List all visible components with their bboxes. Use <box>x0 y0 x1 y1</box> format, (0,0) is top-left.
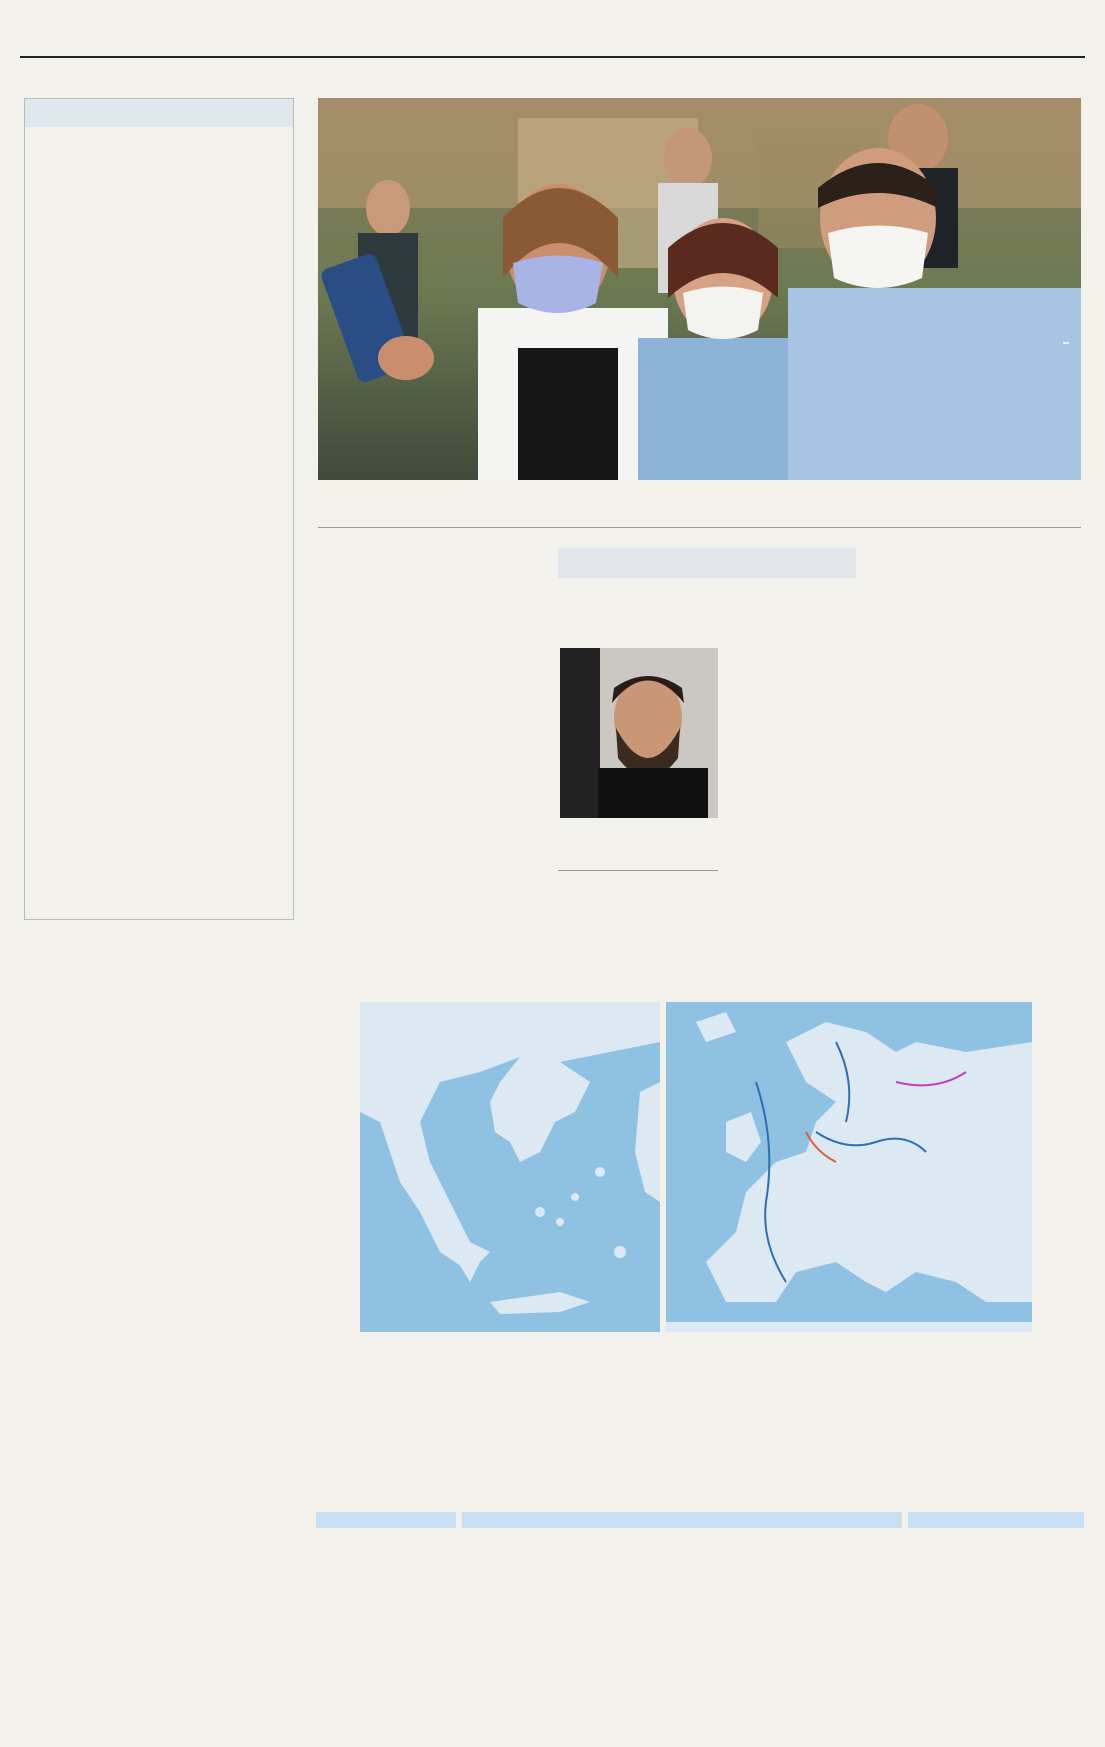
divider <box>318 527 1081 528</box>
diagonios-column <box>24 98 294 920</box>
world-table-title <box>908 1512 1084 1528</box>
europe-map-graphic <box>666 1002 1032 1332</box>
portrait-illustration <box>560 648 718 818</box>
today-table-title <box>316 1512 456 1528</box>
europe-map <box>666 1002 1032 1332</box>
column-banner <box>25 99 293 127</box>
article-column-4 <box>878 548 1078 552</box>
selfie-photo <box>318 98 1081 480</box>
watermark <box>1063 342 1069 344</box>
column-body <box>37 239 283 245</box>
weather-legend <box>316 1002 356 1392</box>
vertical-clues <box>164 1248 294 1250</box>
pull-quote <box>558 870 718 879</box>
greece-map-graphic <box>360 1002 660 1332</box>
masthead <box>20 24 1085 58</box>
greece-map <box>360 1002 660 1332</box>
general-forecast <box>366 1332 662 1504</box>
weather-section <box>316 950 1084 1732</box>
next-days-table-title <box>462 1512 902 1528</box>
next-days-table <box>462 1530 902 1730</box>
world-table <box>908 1532 1084 1732</box>
article-column-1 <box>320 542 546 546</box>
front-legend <box>1038 1002 1084 1332</box>
crossword <box>22 958 298 1728</box>
photo-illustration <box>318 98 1081 480</box>
today-table <box>316 1532 456 1732</box>
column-banner <box>558 548 856 578</box>
portrait-photo <box>560 648 718 818</box>
systaseis-box <box>558 548 856 932</box>
horizontal-clues <box>24 1248 144 1250</box>
analytics-regions <box>666 1346 1084 1506</box>
